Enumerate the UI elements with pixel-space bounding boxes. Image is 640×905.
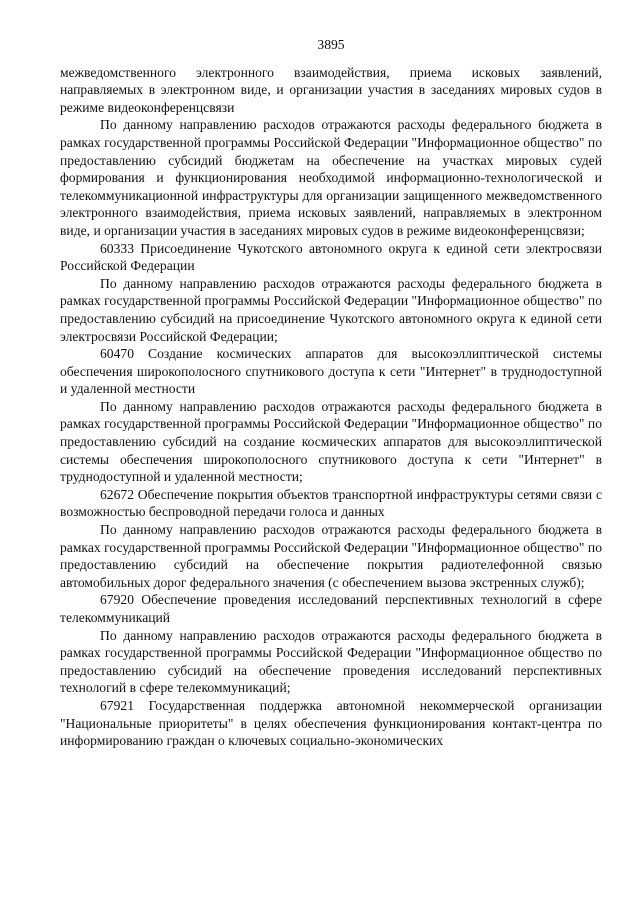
document-page	[60, 36, 602, 750]
page-number: 3895	[317, 37, 345, 52]
paragraph: 60470 Создание космических аппаратов для высокоэллиптической системы обеспечения широкополосного спутникового доступа к сети "Интернет" в труднодоступной и удаленной местности	[60, 346, 602, 397]
paragraph: 67920 Обеспечение проведения исследований перспективных технологий в сфере телекоммуникаций	[60, 592, 602, 625]
paragraph: 67921 Государственная поддержка автономной некоммерческой организации "Национальные приоритеты" в целях обеспечения функционирования контакт-центра по информированию граждан о ключевых социально-экономических	[60, 697, 602, 749]
paragraph: 62672 Обеспечение покрытия объектов транспортной инфраструктуры сетями связи с возможностью беспроводной передачи голоса и данных	[60, 486, 602, 520]
document-body	[60, 64, 602, 750]
paragraph: По данному направлению расходов отражаются расходы федерального бюджета в рамках государственной программы Российской Федерации "Информационное общество" по предоставлению субсидий на создание космических аппаратов для высокоэллиптической системы обеспечения широкополосного спутникового доступа к сети "Интернет" в труднодоступной и удаленной местности;	[60, 398, 602, 485]
paragraph: По данному направлению расходов отражаются расходы федерального бюджета в рамках государственной программы Российской Федерации "Информационное общество" по предоставлению субсидий на обеспечение покрытия радиотелефонной связью автомобильных дорог федерального значения (с обеспечением вызова экстренных служб);	[60, 522, 602, 590]
paragraph: По данному направлению расходов отражаются расходы федерального бюджета в рамках государственной программы Российской Федерации "Информационное общество" по предоставлению субсидий на присоединение Чукотского автономного округа к единой сети электросвязи Российской Федерации;	[60, 275, 602, 344]
paragraph: По данному направлению расходов отражаются расходы федерального бюджета в рамках государственной программы Российской Федерации "Информационное общество" по предоставлению субсидий бюджетам на обеспечение на участках мировых судей формирования и функционирования необходимой информационно-технологической и телекоммуникационной инфраструктуры для организации защищенного межведомственного электронного взаимодействия, приема исковых заявлений, направляемых в электронном виде, и организации участия в заседаниях мировых судов в режиме видеоконференцсвязи;	[60, 117, 602, 238]
paragraph: По данному направлению расходов отражаются расходы федерального бюджета в рамках государственной программы Российской Федерации "Информационное общество по предоставлению субсидий на обеспечение проведения исследований перспективных технологий в сфере телекоммуникаций;	[60, 627, 602, 696]
paragraph: 60333 Присоединение Чукотского автономного округа к единой сети электросвязи Российской Федерации	[60, 240, 602, 274]
paragraph: межведомственного электронного взаимодействия, приема исковых заявлений, направляемых в электронном виде, и организации участия в заседаниях мировых судов в режиме видеоконференцсвязи	[60, 64, 602, 115]
